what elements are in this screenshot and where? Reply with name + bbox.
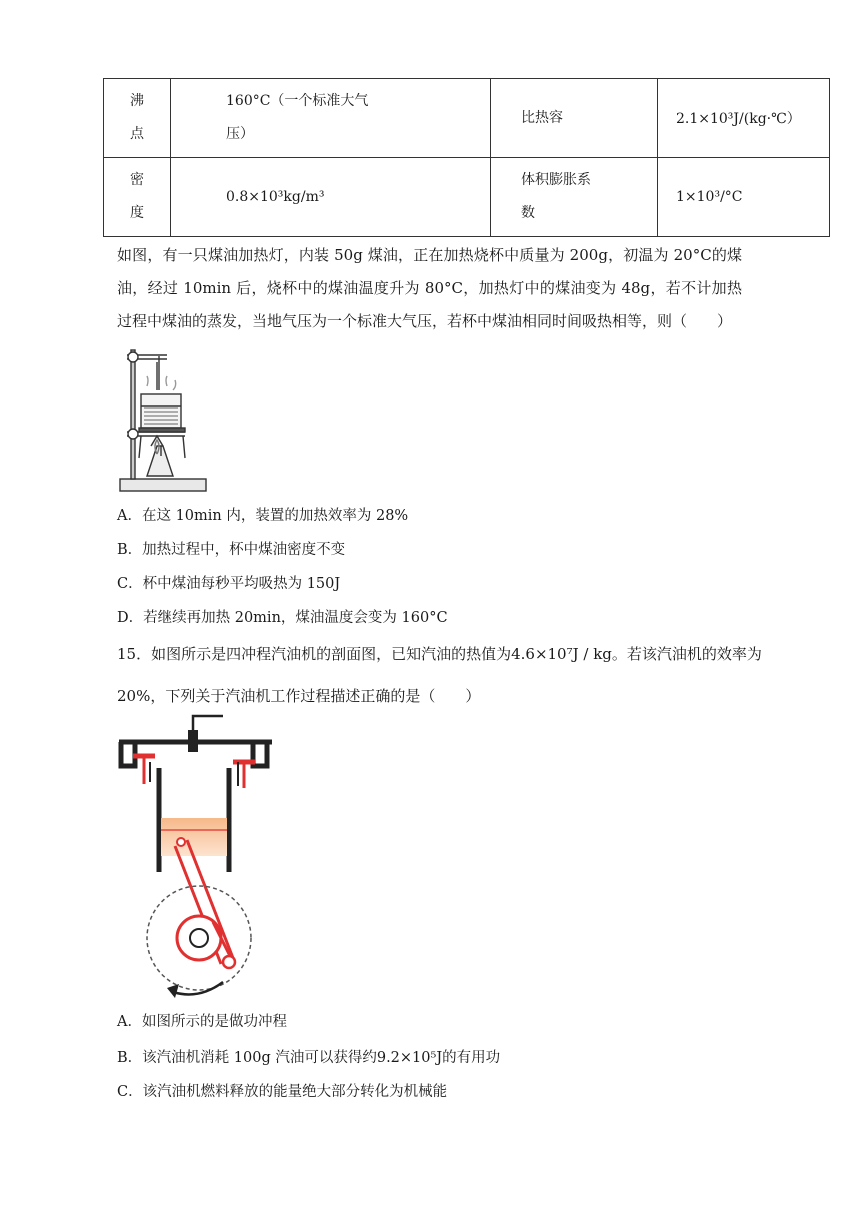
table-cell: 比热容: [491, 79, 658, 158]
option-a: A．如图所示的是做功冲程: [117, 1014, 287, 1030]
question-15-line-2: 20%，下列关于汽油机工作过程描述正确的是（ ）: [117, 687, 481, 705]
heating-apparatus-figure: [117, 342, 209, 494]
option-c: C．该汽油机燃料释放的能量绝大部分转化为机械能: [117, 1084, 448, 1100]
table-row: [104, 158, 830, 237]
table-cell: 2.1×10³J/(kg·℃）: [658, 79, 830, 158]
table-cell: 160°C（一个标准大气压）: [171, 79, 491, 158]
table-cell: 1×10³/°C: [658, 158, 830, 237]
table-row: [104, 79, 830, 158]
heat-value: 4.6×10⁷J / kg: [511, 645, 612, 663]
option-b: B．该汽油机消耗 100g 汽油可以获得约9.2×10⁵J的有用功: [117, 1050, 501, 1066]
option-b: B．加热过程中，杯中煤油密度不变: [117, 542, 346, 558]
property-table: [103, 78, 830, 237]
question-14-stem: 如图，有一只煤油加热灯，内装 50g 煤油，正在加热烧杯中质量为 200g，初温为 20°C的煤油，经过 10min 后，烧杯中的煤油温度升为 80°C，加热灯中的煤油变为 48g，若不计加热过程中煤油的蒸发，当地气压为一个标准大气压，若杯中煤油相同时间吸热相等，则（ ）: [117, 246, 742, 330]
option-a: A．在这 10min 内，装置的加热效率为 28%: [117, 508, 409, 524]
table-cell: 体积膨胀系数: [491, 158, 658, 237]
table-cell: 沸点: [104, 79, 171, 158]
engine-cross-section-figure: [117, 712, 277, 1002]
option-d: D．若继续再加热 20min，煤油温度会变为 160°C: [117, 610, 448, 626]
table-cell: 密度: [104, 158, 171, 237]
option-c: C．杯中煤油每秒平均吸热为 150J: [117, 576, 341, 592]
question-15-line-1: 15．如图所示是四冲程汽油机的剖面图，已知汽油的热值为4.6×10⁷J / kg。若该汽油机的效率为: [117, 645, 762, 663]
table-cell: 0.8×10³kg/m³: [171, 158, 491, 237]
